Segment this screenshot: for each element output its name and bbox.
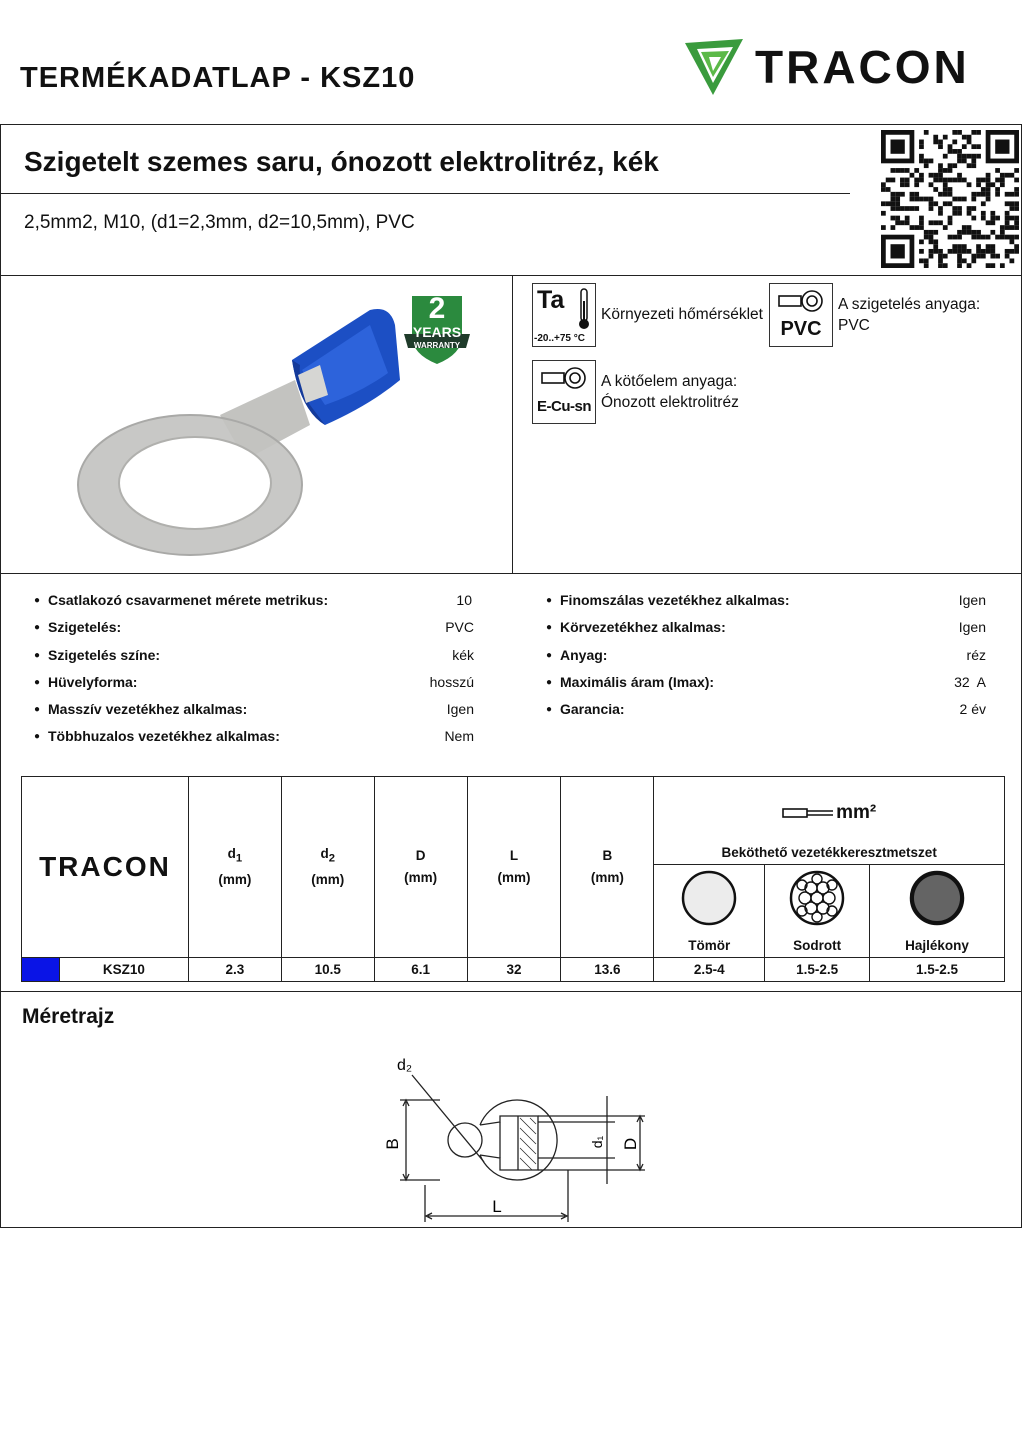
value-flexible: 1.5-2.5 xyxy=(870,958,1005,982)
column-unit: (mm) xyxy=(497,870,531,885)
spec-value: Igen xyxy=(958,619,986,635)
label-d1: d₁ xyxy=(589,1135,605,1149)
spec-label: Garancia: xyxy=(560,701,625,717)
value-d1: 2.3 xyxy=(188,958,281,982)
column-subscript: 1 xyxy=(235,852,243,865)
column-unit: (mm) xyxy=(590,870,624,885)
product-subtitle: 2,5mm2, M10, (d1=2,3mm, d2=10,5mm), PVC xyxy=(24,212,415,233)
material-symbol: E-Cu-sn xyxy=(537,398,591,415)
wire-type-stranded xyxy=(765,865,870,958)
wire-icon xyxy=(782,806,834,820)
divider xyxy=(0,991,1022,992)
spec-value: kék xyxy=(452,647,474,663)
temperature-range: -20..+75 °C xyxy=(534,333,585,344)
ring-terminal-icon xyxy=(778,289,826,313)
spec-label: Maximális áram (Imax): xyxy=(560,674,715,690)
spec-row: ● Maximális áram (Imax): 32 A xyxy=(545,674,986,690)
spec-row: ● Anyag: réz xyxy=(545,647,986,663)
spec-value: 32 A xyxy=(954,674,986,690)
spec-row: ● Szigetelés: PVC xyxy=(33,619,474,635)
tracon-logo xyxy=(683,36,1013,98)
value-stranded: 1.5-2.5 xyxy=(765,958,870,982)
material-label xyxy=(601,371,739,413)
insulation-label xyxy=(838,294,980,336)
column-unit: (mm) xyxy=(311,872,345,888)
temperature-label: Környezeti hőmérséklet xyxy=(601,306,763,323)
warranty-number: 2 xyxy=(428,292,446,325)
column-header-d1 xyxy=(188,777,281,958)
ring-terminal-icon xyxy=(541,366,589,390)
column-unit: (mm) xyxy=(218,872,252,888)
column-name: L xyxy=(509,848,519,863)
spec-row: ● Körvezetékhez alkalmas: Igen xyxy=(545,619,986,635)
wire-type-flexible xyxy=(870,865,1005,958)
label-D: D xyxy=(621,1137,640,1151)
spec-value: hosszú xyxy=(429,674,474,690)
qr-code[interactable] xyxy=(881,130,1019,268)
material-label-value: Ónozott elektrolitréz xyxy=(601,394,739,411)
column-name: D xyxy=(415,848,426,863)
spec-label: Anyag: xyxy=(560,647,608,663)
drawing-title: Méretrajz xyxy=(22,1005,115,1028)
insulation-label-title: A szigetelés anyaga: xyxy=(838,296,981,313)
spec-label: Csatlakozó csavarmenet mérete metrikus: xyxy=(48,592,329,608)
column-name: B xyxy=(602,848,613,863)
value-solid: 2.5-4 xyxy=(654,958,765,982)
thermometer-icon xyxy=(577,287,591,331)
spec-value: PVC xyxy=(445,619,474,635)
divider xyxy=(0,193,850,194)
spec-value: Nem xyxy=(444,728,474,744)
dimension-table xyxy=(21,776,1005,982)
spec-row: ● Finomszálas vezetékhez alkalmas: Igen xyxy=(545,592,986,608)
spec-row: ● Többhuzalos vezetékhez alkalmas: Nem xyxy=(33,728,474,744)
column-name: d xyxy=(227,845,236,861)
column-header-L xyxy=(467,777,561,958)
spec-row: ● Masszív vezetékhez alkalmas: Igen xyxy=(33,701,474,717)
column-subscript: 2 xyxy=(328,852,335,865)
insulation-icon-box xyxy=(769,283,833,347)
tracon-logo-text: TRACON xyxy=(755,41,970,93)
wire-type-label: Hajlékony xyxy=(905,938,969,953)
warranty-years: YEARS xyxy=(412,324,462,340)
spec-label: Hüvelyforma: xyxy=(48,674,138,690)
column-header-D xyxy=(374,777,467,958)
divider xyxy=(0,275,1022,276)
spec-label: Szigetelés színe: xyxy=(48,647,161,663)
document-title: TERMÉKADATLAP - KSZ10 xyxy=(20,62,416,94)
divider xyxy=(512,276,513,573)
spec-row: ● Hüvelyforma: hosszú xyxy=(33,674,474,690)
spec-value: réz xyxy=(966,647,986,663)
value-L: 32 xyxy=(467,958,561,982)
label-L: L xyxy=(492,1197,502,1216)
column-unit: (mm) xyxy=(404,870,438,885)
label-B: B xyxy=(383,1138,402,1150)
column-name: d xyxy=(320,845,329,861)
spec-value: 10 xyxy=(456,592,472,608)
label-d2: d₂ xyxy=(397,1057,413,1074)
cross-section-header xyxy=(654,777,1005,865)
value-B: 13.6 xyxy=(561,958,654,982)
solid-wire-icon xyxy=(680,869,738,927)
divider xyxy=(0,573,1022,574)
warranty-label: WARRANTY xyxy=(413,341,461,350)
spec-row: ● Szigetelés színe: kék xyxy=(33,647,474,663)
flexible-wire-icon xyxy=(908,869,966,927)
spec-label: Többhuzalos vezetékhez alkalmas: xyxy=(48,728,280,744)
spec-label: Körvezetékhez alkalmas: xyxy=(560,619,726,635)
insulation-label-value: PVC xyxy=(838,317,870,334)
cross-section-title: Beköthető vezetékkeresztmetszet xyxy=(721,845,937,860)
dimension-drawing xyxy=(370,1050,670,1225)
product-title: Szigetelt szemes saru, ónozott elektrolitréz, kék xyxy=(24,146,659,177)
stranded-wire-icon xyxy=(788,869,846,927)
color-swatch xyxy=(22,958,60,982)
column-header-B xyxy=(561,777,654,958)
value-d2: 10.5 xyxy=(281,958,374,982)
cross-section-unit: mm² xyxy=(836,802,877,823)
material-icon-box xyxy=(532,360,596,424)
spec-label: Masszív vezetékhez alkalmas: xyxy=(48,701,248,717)
table-brand-cell xyxy=(22,777,189,958)
value-D: 6.1 xyxy=(374,958,467,982)
spec-row: ● Garancia: 2 év xyxy=(545,701,986,717)
wire-type-solid xyxy=(654,865,765,958)
tracon-logo-icon xyxy=(683,37,745,97)
spec-value: 2 év xyxy=(959,701,986,717)
spec-label: Finomszálas vezetékhez alkalmas: xyxy=(560,592,790,608)
spec-label: Szigetelés: xyxy=(48,619,122,635)
temperature-icon-box xyxy=(532,283,596,347)
table-brand: TRACON xyxy=(39,851,171,882)
wire-type-label: Tömör xyxy=(688,938,731,953)
spec-value: Igen xyxy=(446,701,474,717)
spec-value: Igen xyxy=(958,592,986,608)
spec-row: ● Csatlakozó csavarmenet mérete metrikus: 10 xyxy=(33,592,472,608)
insulation-symbol: PVC xyxy=(780,318,822,340)
warranty-badge xyxy=(404,292,470,366)
product-code: KSZ10 xyxy=(59,958,188,982)
material-label-title: A kötőelem anyaga: xyxy=(601,373,738,390)
wire-type-label: Sodrott xyxy=(793,938,842,953)
temperature-symbol: Ta xyxy=(537,286,565,314)
column-header-d2 xyxy=(281,777,374,958)
